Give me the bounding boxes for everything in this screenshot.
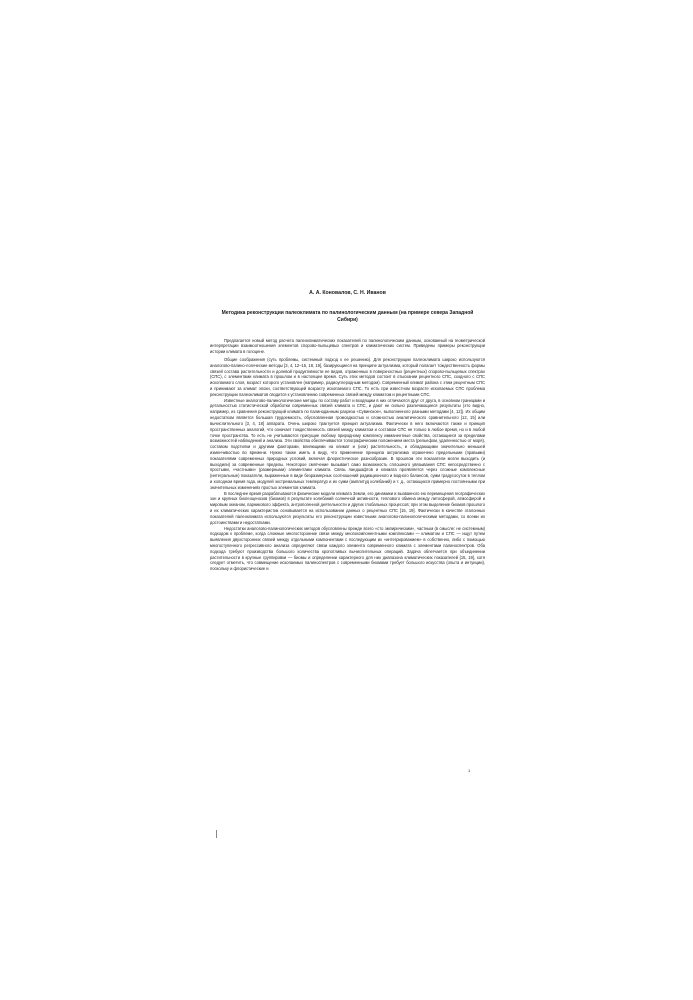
article-page — [210, 290, 485, 572]
body-paragraph-1: Общие соображения (суть проблемы, системный подход к ее решению). Для реконструкции палеоклимата широко используются аналогово-палино-логические методы [3, 4, 12–16, 18, 19], базирующиеся на принципе актуализма, который полагает тождественность формы связей состава растительности и долевой продуктивности ее видов, отраженных в поверхностных (рецентных) спорово-пыльцевых спектрах (СПС), с элементами климата в прошлом и в настоящее время. Суть этих методов состоит в отыскании рецентного СПС, сходного с СПС ископаемого слоя, возраст которого установлен (например, радиоуглеродным методом). Современный климат района с этим рецентным СПС и принимают за климат эпохи, соответствующей возрасту ископаемого СПС. То есть при известном возрасте ископаемых СПС проблема реконструкции палеоклиматов сводится к установлению современных связей между климатом и рецентными СПС. — [210, 356, 485, 397]
article-title: Методика реконструкции палеоклимата по палинологическим данным (на примере севера Западной Сибири) — [221, 310, 474, 323]
article-authors: А. А. Коновалов, С. Н. Иванов — [309, 290, 386, 296]
body-paragraph-2: Известные аналогово-палинологические методы по составу работ и входящим в них отличаются друг от друга, в основном границами и детальностью статистической обработки современных связей климата и СПС, и дают не сильно различающиеся результаты (это видно, например, из сравнения реконструкций климата по палиноданным разреза «Сувинское», выполненного разными методами [4, 12]). Их общим недостатком является большая трудоемкость, обусловленная громоздкостью и сложностью аналитического сравнительного [12, 15] или вычислительного [3, 4, 18] аппарата. Очень широко трактуется принцип актуализма. Фактически в него включаются также и принцип пространственных аналогий, что означает тождественность связей между климатом и составом СПС не только в любое время, но и в любой точке пространства. То есть не учитываются присущие любому природному комплексу имманентные свойства, остающиеся за пределами возможностей наблюдений и анализа. Эти свойства обеспечиваются топографическим положением места (рельефом, удаленностью от моря), составом подстилки и другими факторами, влияющими на климат и (или) растительность, и обладающими значительно меньшей изменчивостью во времени. Нужно также иметь в виду, что применение принципа актуализма ограничено предельными (правыми) показателями современных природных условий, включая флористическое разнообразие. В прошлом эти показатели могли выходить (и выходили) за современные пределы. Некоторое смягчение вызывает само возможность сплошного увязывания СПС непосредственно с простыми, «частными» (размерными) элементами климата. Связь ландшафтов и климата проявляется через сложные комплексные (интегральные) показатели, выраженные в виде безразмерных соотношений радиационного и водного балансов, сумм градусосуток в теплом и холодном время года, модулей экстремальных температур и их сумм (амплитуд колебаний) и т. д., остающихся примерно постоянными при значительных изменениях простых элементов климата. — [210, 397, 485, 490]
body-paragraph-4: Недостатки аналогово-палинологических методов обусловлены прежде всего «сто эмпирическим», частным (в смысле: не системным) подходом к проблеме, когда сложные многосторонние связи между многокомпонентными комплексами — климатом и СПС — ищут путем выявления двухсторонних связей между отдельными компонентами с последующим их «интегрированием» в собственно, либо с помощью многоступенного регрессивного анализа определяют связи каждого элемента современного климата с элементами палиноспектров. Оба подхода требуют производства большого количества кропотливых вычислительных операций. Задача облегчается при объединении растительности в крупные группировки — биомы и определении характерного для них диапазона климатических показателей [15, 19], хотя следует отметить, что совмещение ископаемых палиноспектров с современными биомами требует большого искусства (опыта и интуиции), поскольку и флористические и — [210, 525, 485, 572]
margin-mark — [216, 830, 217, 838]
body-paragraph-3: В последнее время разрабатываются физические модели климата Земли, его динамики и вызванного ею перемещения географических зон и крупных биогеоценозов (биомов) в результате колебаний солнечной активности, теплового обмена между литосферой, атмосферой и мировым океаном, парникового эффекта, антропогенной деятельности и других глобальных процессов; при этом выделение биомов прошлого и их климатических характеристик основывается на использовании данных о рецентных СПС [15, 19]. Фактически в качестве эталонных показателей палеоклимата используются результаты его реконструкции известными аналогово-палинологическими методами, со всеми их достоинствами и недостатками. — [210, 490, 485, 525]
abstract-paragraph: Предлагается новый метод расчета палеоклиматических показателей по палинологическим данным, основанный на геометрической интерпретации взаимоотношения элементов спорово-пыльцевых спектров и климатических систем. Приведены примеры реконструкции истории климата в голоцене. — [210, 337, 485, 355]
page-number: 1 — [468, 768, 471, 773]
